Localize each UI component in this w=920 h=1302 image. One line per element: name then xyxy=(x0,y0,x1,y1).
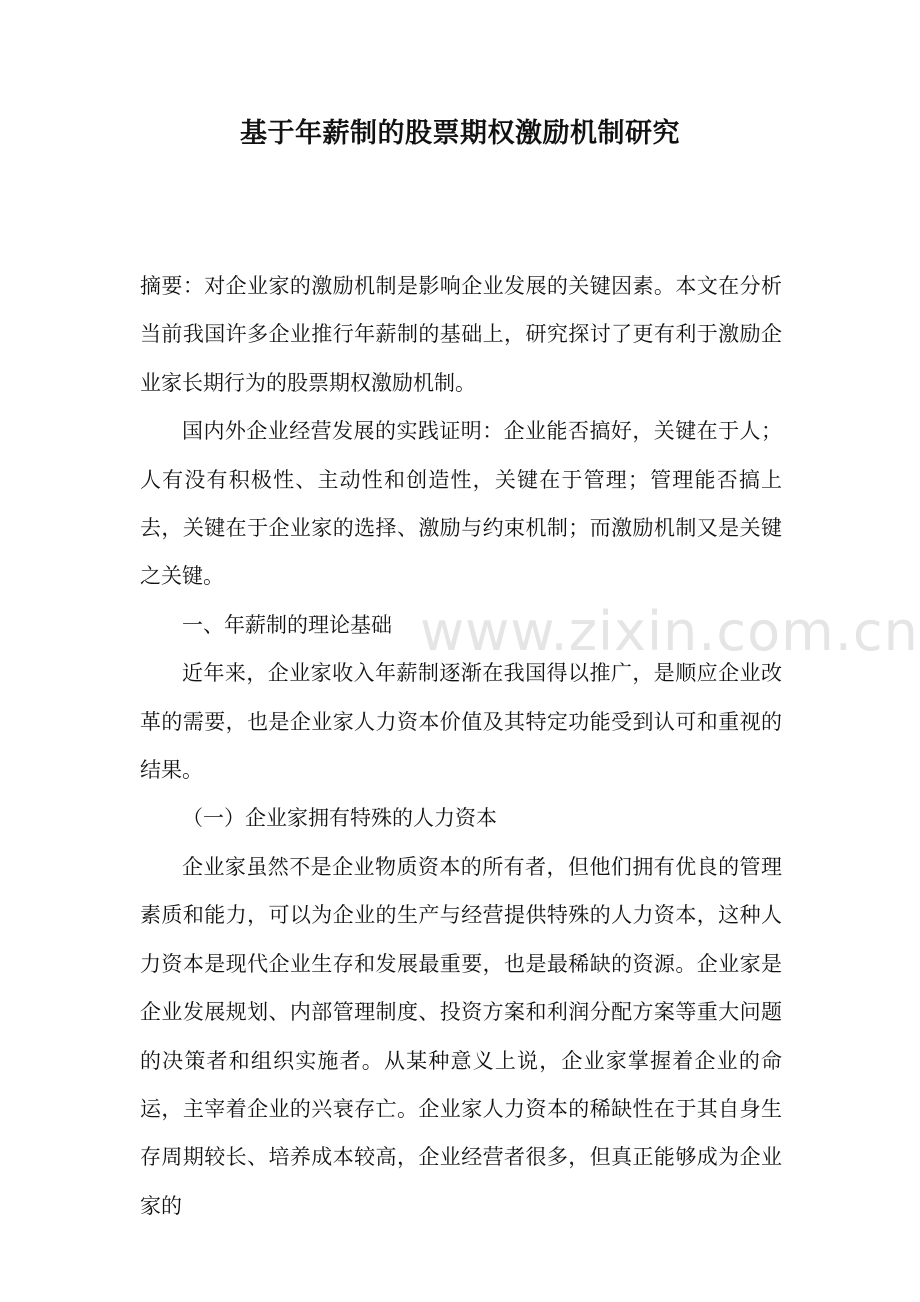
section-heading: 一、年薪制的理论基础 xyxy=(182,612,392,637)
abstract-paragraph: 摘要：对企业家的激励机制是影响企业发展的关键因素。本文在分析当前我国许多企业推行年薪制的基础上，研究探讨了更有利于激励企业家长期行为的股票期权激励机制。 xyxy=(140,274,782,395)
subsection-heading: （一）企业家拥有特殊的人力资本 xyxy=(182,806,497,831)
intro-paragraph: 国内外企业经营发展的实践证明：企业能否搞好，关键在于人；人有没有积极性、主动性和创造性，关键在于管理；管理能否搞上去，关键在于企业家的选择、激励与约束机制；而激励机制又是关键之关键。 xyxy=(140,419,782,589)
document-body xyxy=(140,262,782,1230)
body-paragraph: 近年来，企业家收入年薪制逐渐在我国得以推广，是顺应企业改革的需要，也是企业家人力资本价值及其特定功能受到认可和重视的结果。 xyxy=(140,661,782,783)
watermark: www.zixin.com.cn xyxy=(420,600,919,663)
body-paragraph: 企业家虽然不是企业物质资本的所有者，但他们拥有优良的管理素质和能力，可以为企业的生产与经营提供特殊的人力资本，这种人力资本是现代企业生存和发展最重要，也是最稀缺的资源。企业家是企业发展规划、内部管理制度、投资方案和利润分配方案等重大问题的决策者和组织实施者。从某种意义上说，企业家掌握着企业的命运，主宰着企业的兴衰存亡。企业家人力资本的稀缺性在于其自身生存周期较长、培养成本较高，企业经营者很多，但真正能够成为企业家的 xyxy=(140,854,782,1218)
document-title: 基于年薪制的股票期权激励机制研究 xyxy=(240,118,680,149)
